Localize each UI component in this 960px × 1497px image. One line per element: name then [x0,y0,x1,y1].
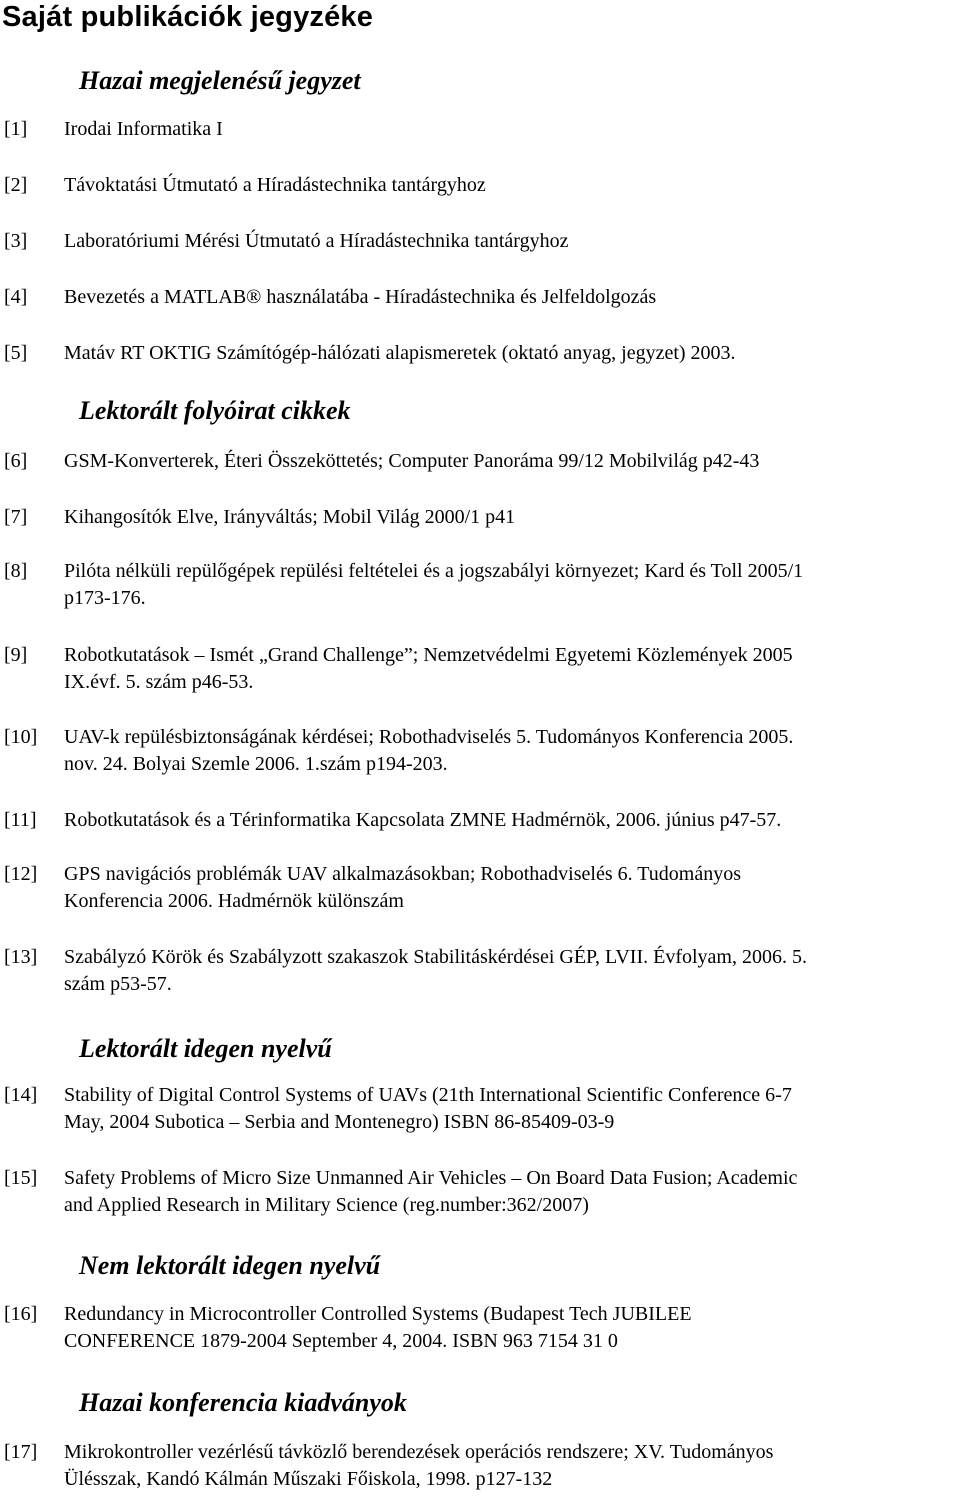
entry-number: [2] [4,174,28,196]
entry-number: [12] [4,863,38,885]
entry-text-line: Pilóta nélküli repülőgépek repülési feltételei és a jogszabályi környezet; Kard és Toll 2005/1 [64,560,804,582]
entry-text: Távoktatási Útmutató a Híradástechnika tantárgyhoz [64,174,486,196]
publication-entry [4,944,956,998]
entry-text-line: szám p53-57. [64,973,172,995]
entry-text: GSM-Konverterek, Éteri Összeköttetés; Computer Panoráma 99/12 Mobilvilág p42-43 [64,450,760,472]
entry-text-line: CONFERENCE 1879-2004 September 4, 2004. ISBN 963 7154 31 0 [64,1330,618,1352]
entry-number: [14] [4,1084,38,1106]
entry-text-line: Redundancy in Microcontroller Controlled Systems (Budapest Tech JUBILEE [64,1303,692,1325]
entry-number: [3] [4,230,28,252]
entry-text-line: GPS navigációs problémák UAV alkalmazásokban; Robothadviselés 6. Tudományos [64,863,741,885]
entry-number: [11] [4,809,37,831]
entry-text-line: Szabályzó Körök és Szabályzott szakaszok Stabilitáskérdései GÉP, LVII. Évfolyam, 2006. 5. [64,946,807,968]
entry-text-line: Ülésszak, Kandó Kálmán Műszaki Főiskola, 1998. p127-132 [64,1468,553,1490]
entry-number: [10] [4,726,38,748]
entry-text: Robotkutatások és a Térinformatika Kapcsolata ZMNE Hadmérnök, 2006. június p47-57. [64,809,782,831]
publication-entry [4,558,956,612]
entry-number: [13] [4,946,38,968]
entry-number: [7] [4,506,28,528]
entry-number: [15] [4,1167,38,1189]
section-heading-lektoralt-idegen: Lektorált idegen nyelvű [79,1034,332,1063]
publication-entry [4,228,956,255]
entry-text: Matáv RT OKTIG Számítógép-hálózati alapismeretek (oktató anyag, jegyzet) 2003. [64,342,736,364]
entry-text: Laboratóriumi Mérési Útmutató a Híradástechnika tantárgyhoz [64,230,569,252]
publication-entry [4,1165,956,1219]
entry-text: Bevezetés a MATLAB® használatába - Híradástechnika és Jelfeldolgozás [64,286,657,308]
publication-entry [4,340,956,367]
section-heading-lektoralt-folyoirat: Lektorált folyóirat cikkek [79,396,351,425]
entry-text-line: p173-176. [64,587,146,609]
entry-text-line: Stability of Digital Control Systems of UAVs (21th International Scientific Conference 6-7 [64,1084,792,1106]
publication-entry [4,1301,956,1355]
publication-entry [4,504,956,531]
entry-number: [6] [4,450,28,472]
entry-number: [8] [4,560,28,582]
entry-text-line: Robotkutatások – Ismét „Grand Challenge”; Nemzetvédelmi Egyetemi Közlemények 2005 [64,644,793,666]
entry-text-line: and Applied Research in Military Science (reg.number:362/2007) [64,1194,589,1216]
entry-number: [4] [4,286,28,308]
entry-text-line: May, 2004 Subotica – Serbia and Montenegro) ISBN 86-85409-03-9 [64,1111,615,1133]
entry-text-line: IX.évf. 5. szám p46-53. [64,671,254,693]
entry-text: Kihangosítók Elve, Irányváltás; Mobil Világ 2000/1 p41 [64,506,516,528]
publication-entry [4,1082,956,1136]
section-heading-nem-lektoralt-idegen: Nem lektorált idegen nyelvű [79,1251,381,1280]
entry-text-line: Mikrokontroller vezérlésű távközlő berendezések operációs rendszere; XV. Tudományos [64,1441,774,1463]
entry-text-line: Konferencia 2006. Hadmérnök különszám [64,890,404,912]
entry-number: [9] [4,644,28,666]
entry-text-line: nov. 24. Bolyai Szemle 2006. 1.szám p194-203. [64,753,448,775]
entry-text-line: UAV-k repülésbiztonságának kérdései; Robothadviselés 5. Tudományos Konferencia 2005. [64,726,794,748]
publication-entry [4,861,956,915]
section-heading-hazai-konferencia: Hazai konferencia kiadványok [79,1388,407,1417]
publication-entry [4,116,956,143]
entry-number: [1] [4,118,28,140]
publication-entry [4,448,956,475]
publication-entry [4,642,956,696]
page-title: Saját publikációk jegyzéke [2,1,374,33]
publication-entry [4,807,956,834]
publication-entry [4,724,956,778]
publication-entry [4,1439,956,1493]
entry-number: [17] [4,1441,38,1463]
entry-number: [5] [4,342,28,364]
publication-entry [4,172,956,199]
entry-text: Irodai Informatika I [64,118,223,140]
section-heading-hazai-jegyzet: Hazai megjelenésű jegyzet [79,66,361,95]
publication-entry [4,284,956,311]
entry-number: [16] [4,1303,38,1325]
entry-text-line: Safety Problems of Micro Size Unmanned Air Vehicles – On Board Data Fusion; Academic [64,1167,798,1189]
